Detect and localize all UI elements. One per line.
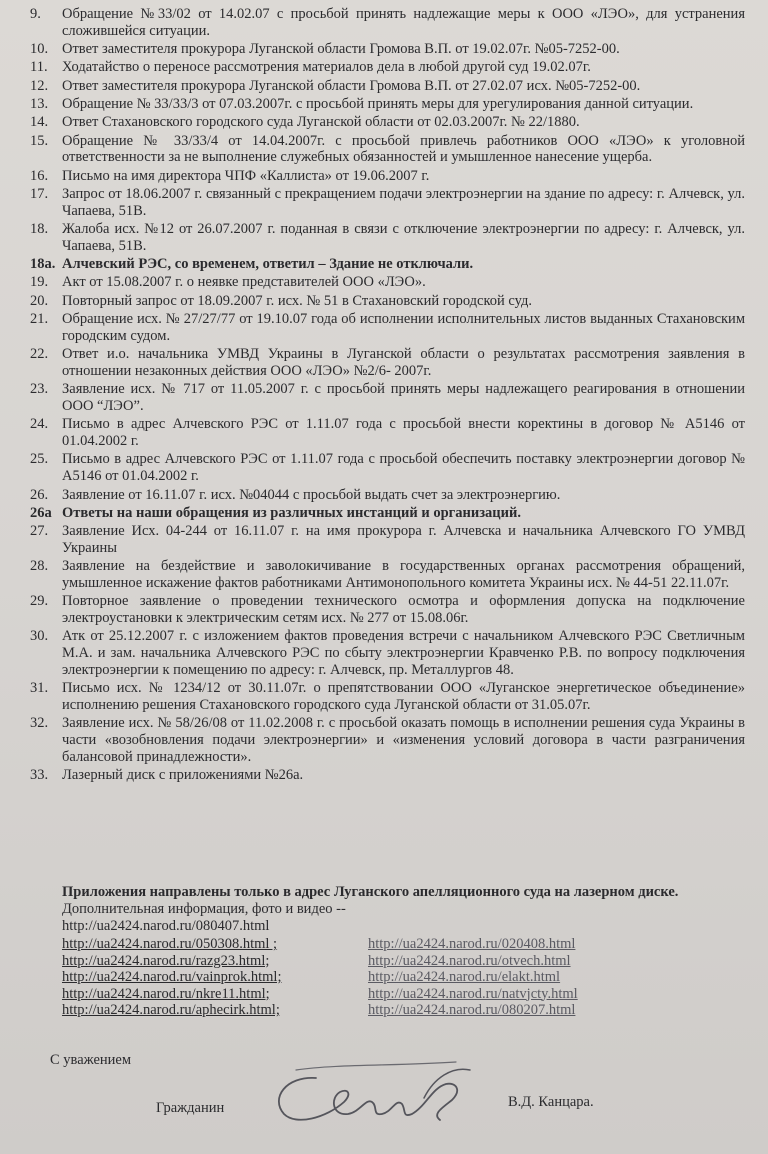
- list-item: [30, 346, 745, 380]
- item-number: 18а.: [30, 256, 56, 273]
- item-number: 15.: [30, 132, 49, 149]
- item-number: 23.: [30, 381, 49, 398]
- item-number: 24.: [30, 416, 49, 433]
- link-row: [62, 953, 662, 970]
- item-text: Письмо в адрес Алчевского РЭС от 1.11.07 года с просьбой внести коректины в договор № А5146 от 01.04.2002 г.: [62, 416, 745, 450]
- item-number: 22.: [30, 346, 49, 363]
- attachment-link[interactable]: http://ua2424.narod.ru/elakt.html: [368, 969, 561, 985]
- item-number: 18.: [30, 221, 49, 238]
- list-item: [30, 311, 745, 345]
- item-number: 32.: [30, 715, 49, 732]
- attachment-link[interactable]: http://ua2424.narod.ru/080207.html: [368, 1002, 576, 1018]
- list-item: [30, 628, 745, 678]
- list-item: [30, 114, 745, 131]
- item-number: 11.: [30, 59, 48, 76]
- item-text: Заявление исх. № 717 от 11.05.2007 г. с просьбой принять меры надлежащего реагирования в отношении ООО “ЛЭО”.: [62, 381, 745, 415]
- item-text: Акт от 15.08.2007 г. о неявке представителей ООО «ЛЭО».: [62, 274, 426, 291]
- attachments-info: Дополнительная информация, фото и видео --: [62, 901, 346, 917]
- list-item: [30, 168, 745, 185]
- item-number: 9.: [30, 6, 41, 22]
- item-text: Ответы на наши обращения из различных инстанций и организаций.: [62, 504, 521, 521]
- list-item: [30, 41, 745, 58]
- list-item: [30, 256, 745, 273]
- list-item: [30, 186, 745, 220]
- item-text: Обращение № 33/33/3 от 07.03.2007г. с просьбой принять меры для урегулирования данной ситуации.: [62, 95, 694, 112]
- attachment-link-first[interactable]: http://ua2424.narod.ru/080407.html: [62, 918, 270, 934]
- item-number: 33.: [30, 767, 49, 784]
- link-row: [62, 969, 662, 986]
- link-row: [62, 986, 662, 1003]
- item-text: Повторный запрос от 18.09.2007 г. исх. № 51 в Стахановский городской суд.: [62, 292, 532, 309]
- handwritten-signature: [256, 1058, 486, 1130]
- citizen-label: Гражданин: [156, 1100, 225, 1116]
- item-text: Заявление Исх. 04-244 от 16.11.07 г. на имя прокурора г. Алчевска и начальника Алчевского ГО УМВД Украины: [62, 523, 745, 556]
- item-number: 12.: [30, 77, 49, 94]
- list-item: [30, 293, 745, 310]
- item-text: Письмо исх. № 1234/12 от 30.11.07г. о препятствовании ООО «Луганское энергетическое объединение» исполнению решения Стахановского городского суда Луганской области от 31.05.07г.: [62, 680, 745, 714]
- item-text: Лазерный диск с приложениями №26а.: [62, 767, 304, 784]
- list-item: [30, 381, 745, 415]
- attachment-link[interactable]: http://ua2424.narod.ru/razg23.html;: [62, 952, 270, 969]
- item-number: 26а: [30, 504, 52, 521]
- item-number: 26.: [30, 486, 49, 503]
- item-text: Заявление от 16.11.07 г. исх. №04044 с просьбой выдать счет за электроэнергию.: [62, 486, 561, 503]
- item-text: Ответ заместителя прокурора Луганской области Громова В.П. от 27.02.07 исх. №05-7252-00.: [62, 77, 641, 94]
- list-item: [30, 487, 745, 504]
- item-number: 29.: [30, 593, 49, 610]
- attachment-link[interactable]: http://ua2424.narod.ru/020408.html: [368, 936, 576, 952]
- list-item: [30, 680, 745, 714]
- list-item: [30, 416, 745, 450]
- item-text: Обращение исх. № 27/27/77 от 19.10.07 года об исполнении исполнительных листов выданных Стахановским городским судом.: [62, 311, 745, 344]
- list-item: [30, 715, 745, 765]
- item-number: 17.: [30, 185, 49, 202]
- attachment-link[interactable]: http://ua2424.narod.ru/vainprok.html;: [62, 969, 282, 985]
- signer-name: В.Д. Канцара.: [508, 1094, 594, 1110]
- attachment-link[interactable]: http://ua2424.narod.ru/nkre11.html;: [62, 985, 270, 1002]
- item-text: Письмо в адрес Алчевского РЭС от 1.11.07 года с просьбой обеспечить поставку электроэнергии договор № А5146 от 01.04.2002 г.: [62, 451, 745, 485]
- regards-text: С уважением: [50, 1052, 132, 1068]
- item-text: Письмо на имя директора ЧПФ «Каллиста» от 19.06.2007 г.: [62, 167, 430, 184]
- list-item: [30, 767, 745, 784]
- link-row: [62, 936, 662, 953]
- attachments-section: [62, 884, 752, 935]
- list-item: [30, 558, 745, 592]
- list-item: [30, 274, 745, 291]
- item-number: 27.: [30, 523, 49, 540]
- attachment-link[interactable]: http://ua2424.narod.ru/natvjcty.html: [368, 985, 578, 1002]
- list-item: [30, 221, 745, 255]
- item-text: Повторное заявление о проведении технического осмотра и оформления допуска на подключение электроустановки к электрическим сетям исх. № 277 от 15.08.06г.: [62, 593, 745, 627]
- item-number: 20.: [30, 292, 49, 309]
- item-text: Запрос от 18.06.2007 г. связанный с прекращением подачи электроэнергии на здание по адресу: г. Алчевск, ул. Чапаева, 51В.: [62, 185, 745, 219]
- item-text: Ходатайство о переносе рассмотрения материалов дела в любой другой суд 19.02.07г.: [62, 59, 591, 76]
- item-text: Заявление исх. № 58/26/08 от 11.02.2008 г. с просьбой оказать помощь в исполнении решения суда Украины в части «возобновления подачи электроэнергии» и «изменения условий договора в части разграничения балансовой принадлежности».: [62, 715, 745, 765]
- item-text: Заявление на бездействие и заволокичивание в государственных органах рассмотрения обращений, умышленное искажение фактов работниками Антимонопольного комитета Украины исх. № 44-51 22.11.07г.: [62, 558, 745, 591]
- link-row: [62, 1002, 662, 1019]
- item-text: Алчевский РЭС, со временем, ответил – Здание не отключали.: [62, 256, 474, 273]
- item-text: Атк от 25.12.2007 г. с изложением фактов проведения встречи с начальником Алчевского РЭС Светличным М.А. и зам. начальника Алчевского РЭС по сбыту электроэнергии Кравченко Р.В. по вопросу подключения электроэнергии к помещению по адресу: г. Алчевск, пр. Металлургов 48.: [62, 628, 745, 678]
- item-number: 13.: [30, 95, 49, 112]
- item-text: Ответ заместителя прокурора Луганской области Громова В.П. от 19.02.07г. №05-7252-00.: [62, 41, 620, 58]
- list-item: [30, 505, 745, 522]
- attachment-link[interactable]: http://ua2424.narod.ru/otvech.html: [368, 952, 571, 969]
- attachments-title: Приложения направлены только в адрес Луганского апелляционного суда на лазерном диске.: [62, 884, 679, 900]
- item-number: 28.: [30, 558, 49, 575]
- item-text: Жалоба исх. №12 от 26.07.2007 г. поданная в связи с отключение электроэнергии по адресу: г. Алчевск, ул. Чапаева, 51В.: [62, 221, 745, 254]
- attachment-link[interactable]: http://ua2424.narod.ru/aphecirk.html;: [62, 1002, 280, 1018]
- item-number: 19.: [30, 274, 49, 291]
- list-item: [30, 593, 745, 627]
- item-number: 16.: [30, 167, 49, 184]
- item-list: [30, 6, 745, 786]
- item-number: 31.: [30, 680, 49, 697]
- item-number: 14.: [30, 114, 49, 131]
- attachment-links: [62, 936, 662, 1019]
- item-number: 25.: [30, 451, 49, 468]
- item-text: Ответ Стахановского городского суда Луганской области от 02.03.2007г. № 22/1880.: [62, 114, 580, 131]
- list-item: [30, 6, 745, 40]
- list-item: [30, 451, 745, 485]
- item-text: Обращение №33/02 от 14.02.07 с просьбой принять надлежащие меры к ООО «ЛЭО», для устранения сложившейся ситуации.: [62, 6, 745, 39]
- list-item: [30, 133, 745, 167]
- attachment-link[interactable]: http://ua2424.narod.ru/050308.html ;: [62, 936, 278, 952]
- item-number: 21.: [30, 311, 49, 328]
- list-item: [30, 96, 745, 113]
- item-number: 10.: [30, 41, 49, 58]
- item-text: Обращение № 33/33/4 от 14.04.2007г. с просьбой привлечь работников ООО «ЛЭО» к уголовной ответственности за не выполнение служебных обязанностей и умышленное нанесение ущерба.: [62, 132, 745, 166]
- item-text: Ответ и.о. начальника УМВД Украины в Луганской области о результатах рассмотрения заявления в отношении незаконных действия ООО «ЛЭО» №2/6- 2007г.: [62, 346, 745, 379]
- item-number: 30.: [30, 628, 49, 645]
- list-item: [30, 523, 745, 557]
- list-item: [30, 59, 745, 76]
- list-item: [30, 78, 745, 95]
